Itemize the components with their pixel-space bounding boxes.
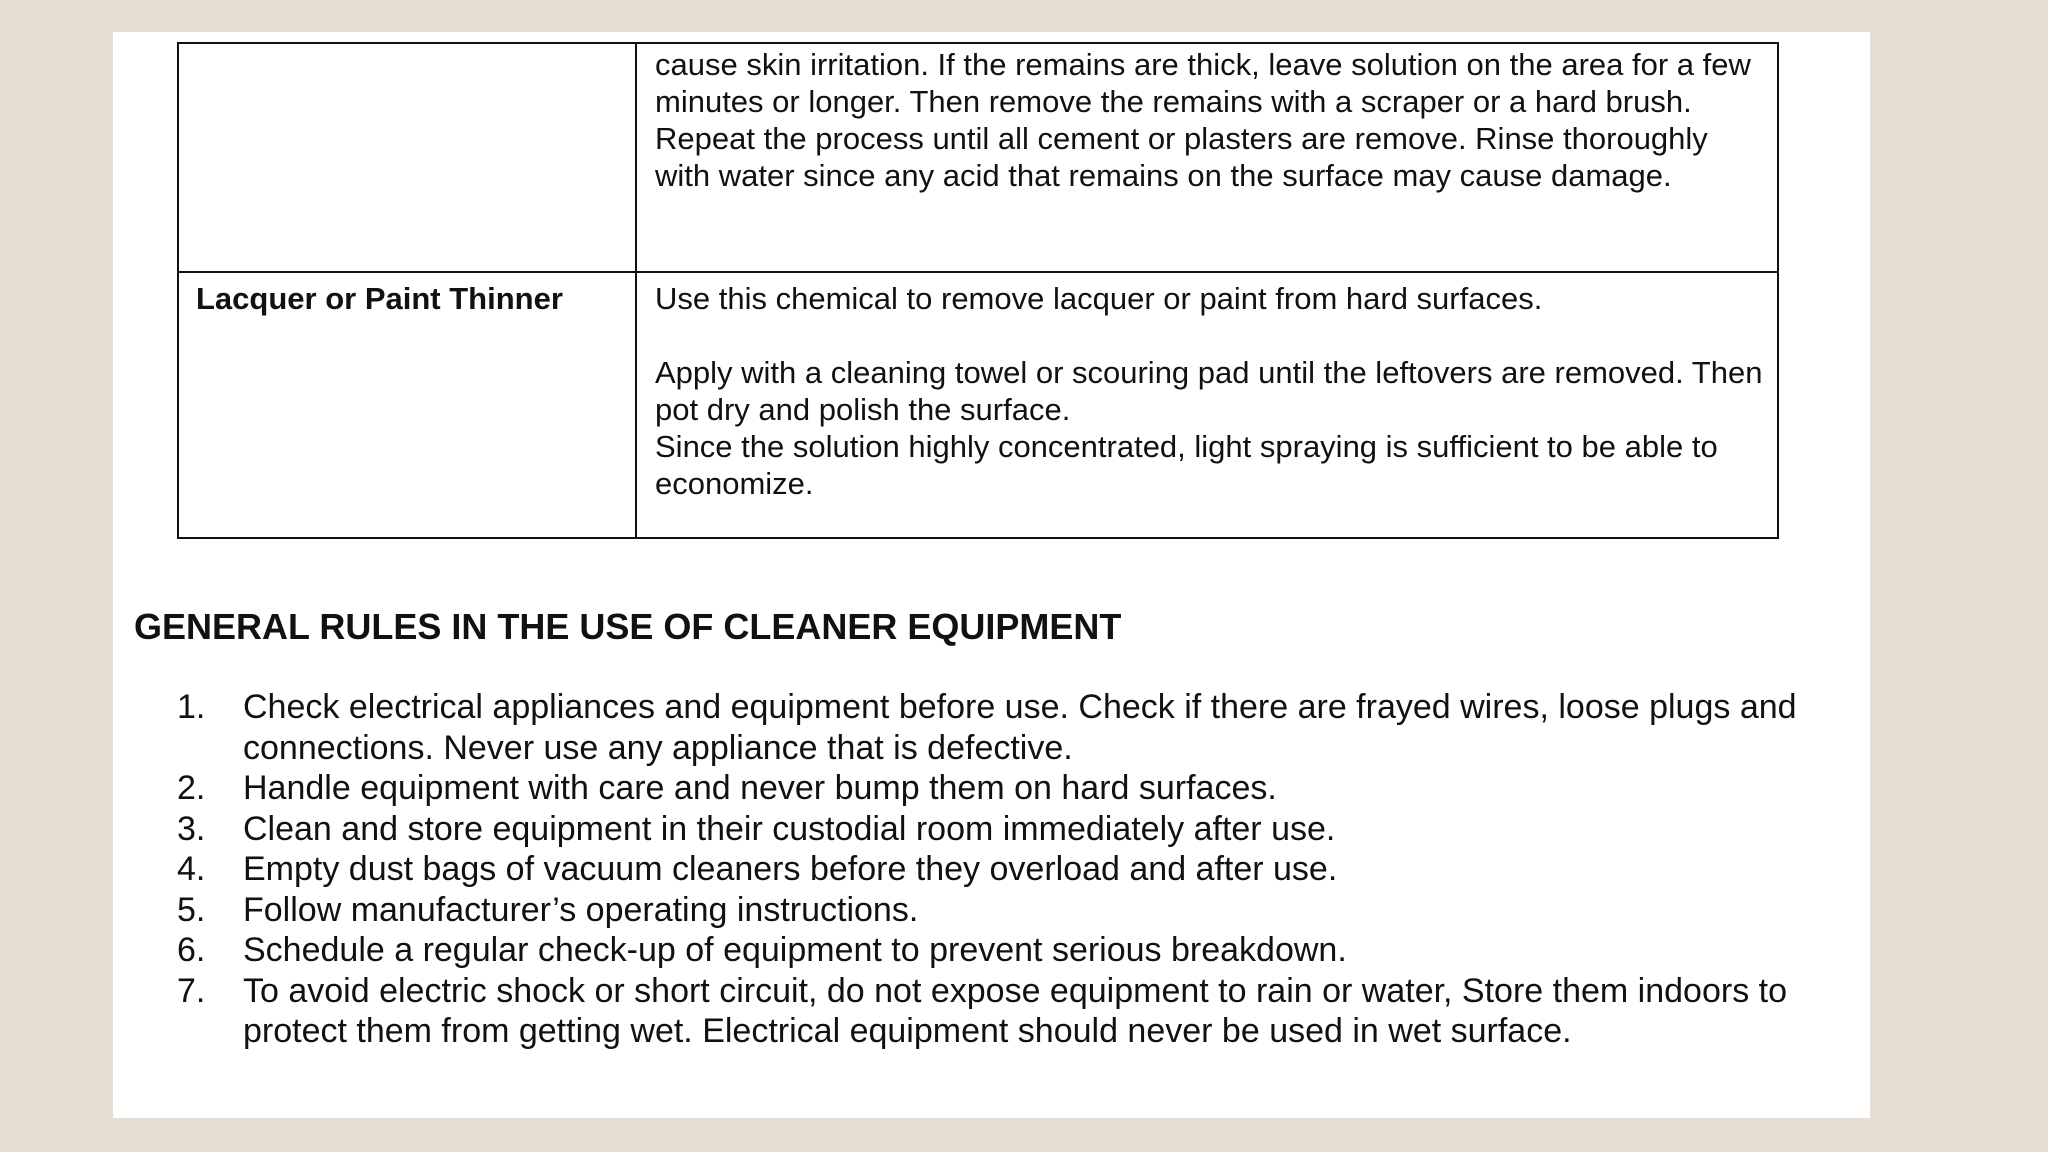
list-item (177, 809, 1877, 850)
description-paragraph: cause skin irritation. If the remains are thick, leave solution on the area for a few minutes or longer. Then remove the remains with a scraper or a hard brush. Repeat the process until all cement or plasters are remove. Rinse thoroughly with water since any acid that remains on the surface may cause damage. (655, 47, 1751, 193)
list-number: 7. (177, 971, 206, 1010)
table-row (178, 43, 1778, 272)
list-item (177, 890, 1877, 931)
document-page (113, 32, 1870, 1118)
list-number: 2. (177, 769, 206, 807)
list-number: 5. (177, 890, 206, 929)
list-number: 1. (177, 688, 206, 726)
list-item (177, 849, 1877, 890)
section-heading: GENERAL RULES IN THE USE OF CLEANER EQUIPMENT (134, 606, 1122, 647)
rules-list (177, 687, 1877, 1052)
description-paragraph: Use this chemical to remove lacquer or paint from hard surfaces. (655, 281, 1543, 316)
cleaning-chemicals-table (177, 42, 1779, 539)
chemical-name-cell (178, 43, 636, 272)
description-paragraph: Apply with a cleaning towel or scouring pad until the leftovers are removed. Then pot dry and polish the surface. (655, 355, 1763, 427)
list-item-text: Follow manufacturer’s operating instructions. (243, 890, 919, 929)
list-item-text: Schedule a regular check-up of equipment to prevent serious breakdown. (243, 931, 1347, 969)
list-item (177, 768, 1877, 809)
table-row (178, 272, 1778, 538)
list-item-text: Check electrical appliances and equipment before use. Check if there are frayed wires, loose plugs and connections. Never use any appliance that is defective. (243, 688, 1797, 767)
list-item (177, 687, 1877, 768)
list-item-text: To avoid electric shock or short circuit, do not expose equipment to rain or water, Store them indoors to protect them from getting wet. Electrical equipment should never be used in wet surface. (243, 971, 1787, 1050)
list-number: 6. (177, 931, 206, 969)
chemical-name-cell: Lacquer or Paint Thinner (178, 272, 636, 538)
paragraph-spacer (655, 317, 1767, 354)
list-number: 3. (177, 809, 206, 848)
list-item (177, 971, 1877, 1052)
chemical-description-cell (636, 272, 1778, 538)
chemical-description-cell (636, 43, 1778, 272)
description-paragraph: Since the solution highly concentrated, light spraying is sufficient to be able to economize. (655, 429, 1718, 501)
list-number: 4. (177, 850, 206, 888)
list-item-text: Empty dust bags of vacuum cleaners before they overload and after use. (243, 850, 1338, 888)
list-item-text: Handle equipment with care and never bump them on hard surfaces. (243, 769, 1277, 807)
list-item (177, 930, 1877, 971)
list-item-text: Clean and store equipment in their custodial room immediately after use. (243, 809, 1336, 848)
